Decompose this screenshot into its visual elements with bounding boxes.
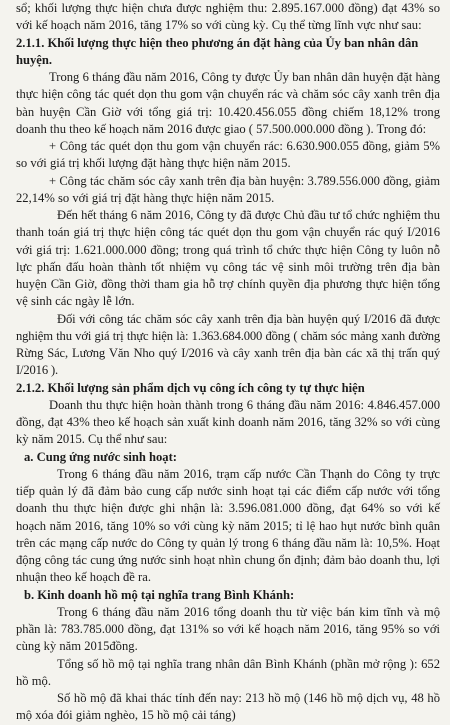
bullet-tree-care: + Công tác chăm sóc cây xanh trên địa bàn huyện: 3.789.556.000 đồng, giảm 22,14% so với giá trị đặt hàng thực hiện năm 2015. [16,173,440,205]
paragraph-tree-acceptance: Đối với công tác chăm sóc cây xanh trên địa bàn huyện quý I/2016 đã được nghiệm thu với giá trị thực hiện là: 1.363.684.000 đồng ( chăm sóc mảng xanh đường Rừng Sác, Lương Văn Nho quý I/2016 và cây xanh trên địa bàn các xã thị trấn quý I/2016 ). [16,311,440,378]
section-heading-2-1-2: 2.1.2. Khối lượng sản phẩm dịch vụ công ích công ty tự thực hiện [16,380,365,395]
subheading-a: a. Cung ứng nước sinh hoạt: [24,449,177,464]
bullet-garbage-collection: + Công tác quét dọn thu gom vận chuyển rác: 6.630.900.055 đồng, giảm 5% so với giá trị khối lượng đặt hàng thực hiện năm 2015. [16,139,440,171]
paragraph-water-supply: Trong 6 tháng đầu năm 2016, trạm cấp nước Cần Thạnh do Công ty trực tiếp quản lý đã đảm bảo cung cấp nước sinh hoạt tại các điểm cấp nước với tổng doanh thu thực hiện được ghi nhận là: 3.596.081.000 đồng, đạt 64% so với kế hoạch năm 2016, tăng 10% so với cùng kỳ năm 2015; tỉ lệ hao hụt nước bình quân trên các mạng cấp nước do Công ty quản lý trong 6 tháng đầu năm là: 10,5%. Hoạt động công tác cung ứng nước sinh hoạt nhìn chung ổn định; đảm bảo doanh thu, lợi nhuận theo kế hoạch đề ra. [16,466,440,585]
paragraph-total-graves: Tổng số hồ mộ tại nghĩa trang nhân dân Bình Khánh (phần mở rộng ): 652 hồ mộ. [16,656,440,688]
intro-paragraph: sổ; khối lượng thực hiện chưa được nghiệm thu: 2.895.167.000 đồng) đạt 43% so với kế hoạch năm 2016, tăng 17% so với cùng kỳ. Cụ thể từng lĩnh vực như sau: [16,1,440,33]
subheading-b: b. Kinh doanh hồ mộ tại nghĩa trang Bình Khánh: [24,587,295,602]
paragraph-graves-used: Số hồ mộ đã khai thác tính đến nay: 213 hồ mộ (146 hồ mộ dịch vụ, 48 hồ mộ xóa đói giảm nghèo, 15 hồ mộ cải táng) [16,691,440,723]
paragraph-212: Doanh thu thực hiện hoàn thành trong 6 tháng đầu năm 2016: 4.846.457.000 đồng, đạt 43% theo kế hoạch sản xuất kinh doanh năm 2016, tăng 32% so với cùng kỳ năm 2015. Cụ thể như sau: [16,397,440,447]
paragraph-acceptance-q1: Đến hết tháng 6 năm 2016, Công ty đã được Chủ đầu tư tổ chức nghiệm thu thanh toán giá trị thực hiện công tác quét dọn thu gom vận chuyển rác quý I/2016 với giá trị: 1.621.000.000 đồng; trong quá trình tổ chức thực hiện Công ty luôn nỗ lực phấn đấu hoàn thành tốt nhiệm vụ công tác vệ sinh môi trường trên địa bàn huyện Cần Giờ, đồng thời tham gia hỗ trợ chính quyền địa phương thực hiện tổng vệ sinh các ngày lễ lớn. [16,208,440,309]
paragraph-cemetery-revenue: Trong 6 tháng đầu năm 2016 tổng doanh thu từ việc bán kim tĩnh và mộ phần là: 783.785.000 đồng, đạt 131% so với kế hoạch năm 2016, tăng 95% so với cùng kỳ năm 2015đồng. [16,604,440,654]
section-heading-2-1-1: 2.1.1. Khối lượng thực hiện theo phương án đặt hàng của Ủy ban nhân dân huyện. [16,35,419,67]
paragraph-211: Trong 6 tháng đầu năm 2016, Công ty được Ủy ban nhân dân huyện đặt hàng thực hiện công tác quét dọn thu gom vận chuyển rác và chăm sóc cây xanh trên địa bàn huyện Cần Giờ với tổng giá trị: 10.420.456.055 đồng chiếm 18,12% trong doanh thu theo kế hoạch năm 2016 được giao ( 57.500.000.000 đồng ). Trong đó: [16,70,440,136]
